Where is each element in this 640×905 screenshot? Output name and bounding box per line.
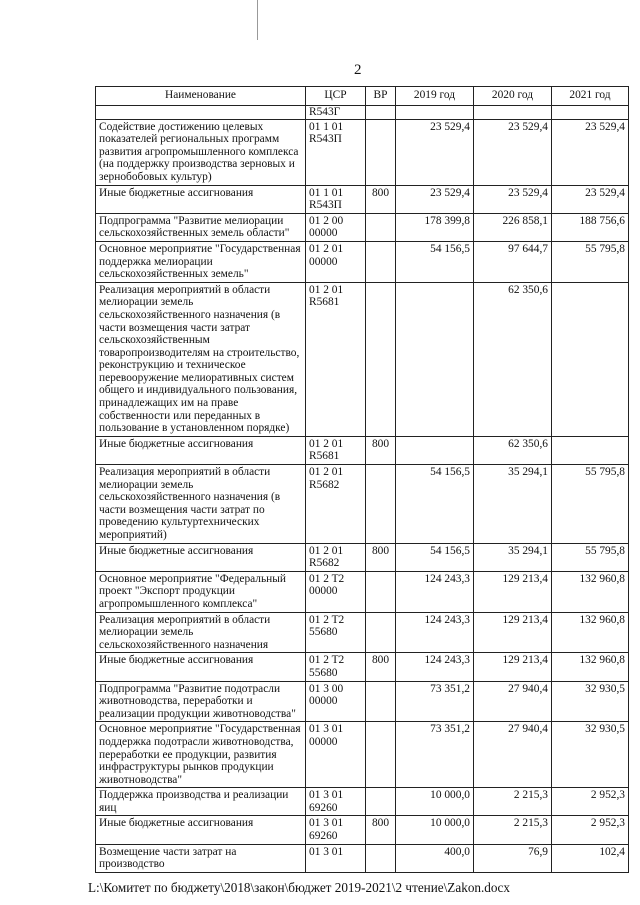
table-row-continuation — [96, 106, 629, 120]
cell-name: Иные бюджетные ассигнования — [96, 436, 306, 464]
cell-2021: 55 795,8 — [552, 465, 629, 544]
cell-vr — [366, 788, 396, 816]
cell-2021: 132 960,8 — [552, 571, 629, 612]
table-row — [96, 653, 629, 681]
cell-2021 — [552, 106, 629, 120]
cell-vr — [366, 106, 396, 120]
column-header-2021: 2021 год — [552, 87, 629, 106]
cell-name: Содействие достижению целевых показателей региональных программ развития агропромышленного комплекса (на поддержку производства зерновых и зернобобовых культур) — [96, 119, 306, 185]
cell-csr: 01 2 01 R5682 — [306, 465, 366, 544]
cell-2021: 2 952,3 — [552, 816, 629, 844]
scan-artifact-line — [257, 0, 258, 40]
column-header-csr: ЦСР — [306, 87, 366, 106]
cell-vr: 800 — [366, 543, 396, 571]
table-row — [96, 722, 629, 788]
column-header-name: Наименование — [96, 87, 306, 106]
cell-2020: 226 858,1 — [474, 213, 552, 241]
cell-2020: 129 213,4 — [474, 653, 552, 681]
cell-vr: 800 — [366, 185, 396, 213]
table-row — [96, 241, 629, 282]
cell-name: Подпрограмма "Развитие подотрасли животноводства, переработки и реализации продукции животноводства" — [96, 681, 306, 722]
cell-vr: 800 — [366, 436, 396, 464]
cell-2020: 97 644,7 — [474, 241, 552, 282]
cell-name: Иные бюджетные ассигнования — [96, 816, 306, 844]
cell-2019 — [396, 106, 474, 120]
cell-name: Основное мероприятие "Государственная поддержка подотрасли животноводства, переработки ее продукции, развития инфраструктуры рынков продукции животноводства" — [96, 722, 306, 788]
cell-2020 — [474, 106, 552, 120]
table-row — [96, 465, 629, 544]
cell-2019: 400,0 — [396, 844, 474, 872]
cell-2021: 32 930,5 — [552, 722, 629, 788]
cell-vr — [366, 612, 396, 653]
cell-2020: 129 213,4 — [474, 571, 552, 612]
cell-2020: 2 215,3 — [474, 788, 552, 816]
cell-name: Иные бюджетные ассигнования — [96, 653, 306, 681]
cell-2020: 23 529,4 — [474, 185, 552, 213]
cell-2019: 10 000,0 — [396, 816, 474, 844]
cell-2020: 129 213,4 — [474, 612, 552, 653]
cell-2020: 35 294,1 — [474, 465, 552, 544]
cell-2019: 124 243,3 — [396, 612, 474, 653]
cell-2019: 73 351,2 — [396, 722, 474, 788]
cell-vr — [366, 213, 396, 241]
table-row — [96, 213, 629, 241]
cell-2019: 54 156,5 — [396, 543, 474, 571]
page-number: 2 — [354, 62, 362, 78]
cell-2021: 102,4 — [552, 844, 629, 872]
cell-2021: 23 529,4 — [552, 119, 629, 185]
cell-2019: 10 000,0 — [396, 788, 474, 816]
table-row — [96, 816, 629, 844]
cell-name: Реализация мероприятий в области мелиорации земель сельскохозяйственного назначения — [96, 612, 306, 653]
cell-name: Реализация мероприятий в области мелиорации земель сельскохозяйственного назначения (в части возмещения части затрат сельскохозяйственным товаропроизводителям на строительство, реконструкцию и техническое перевооружение мелиоративных систем общего и индивидуального пользования, принадлежащих им на праве собственности или переданных в пользование в установленном порядке) — [96, 282, 306, 436]
table-row — [96, 571, 629, 612]
cell-csr: 01 3 01 69260 — [306, 788, 366, 816]
cell-2021: 188 756,6 — [552, 213, 629, 241]
table-row — [96, 612, 629, 653]
table-row — [96, 788, 629, 816]
cell-name: Основное мероприятие "Государственная поддержка мелиорации сельскохозяйственных земель" — [96, 241, 306, 282]
cell-2021: 55 795,8 — [552, 543, 629, 571]
cell-csr: 01 3 00 00000 — [306, 681, 366, 722]
table-row — [96, 119, 629, 185]
cell-csr: 01 2 01 R5682 — [306, 543, 366, 571]
cell-2019: 178 399,8 — [396, 213, 474, 241]
cell-2020: 23 529,4 — [474, 119, 552, 185]
cell-csr: 01 2 00 00000 — [306, 213, 366, 241]
cell-vr — [366, 119, 396, 185]
cell-2021: 132 960,8 — [552, 612, 629, 653]
cell-vr — [366, 241, 396, 282]
cell-2021: 132 960,8 — [552, 653, 629, 681]
cell-2020: 62 350,6 — [474, 436, 552, 464]
cell-2019: 124 243,3 — [396, 653, 474, 681]
column-header-2019: 2019 год — [396, 87, 474, 106]
table-row — [96, 185, 629, 213]
cell-csr: 01 2 T2 55680 — [306, 653, 366, 681]
cell-vr — [366, 282, 396, 436]
cell-2021: 2 952,3 — [552, 788, 629, 816]
cell-2019: 23 529,4 — [396, 185, 474, 213]
cell-vr — [366, 465, 396, 544]
cell-2021: 55 795,8 — [552, 241, 629, 282]
cell-2019: 54 156,5 — [396, 241, 474, 282]
column-header-2020: 2020 год — [474, 87, 552, 106]
table-header-row — [96, 87, 629, 106]
cell-vr — [366, 844, 396, 872]
cell-2021 — [552, 436, 629, 464]
table-row — [96, 844, 629, 872]
cell-2020: 35 294,1 — [474, 543, 552, 571]
budget-table — [95, 86, 629, 873]
cell-2019: 73 351,2 — [396, 681, 474, 722]
cell-csr: R543Г — [306, 106, 366, 120]
table-row — [96, 436, 629, 464]
cell-2020: 2 215,3 — [474, 816, 552, 844]
cell-csr: 01 2 T2 00000 — [306, 571, 366, 612]
cell-csr: 01 1 01 R543П — [306, 119, 366, 185]
cell-csr: 01 2 T2 55680 — [306, 612, 366, 653]
cell-csr: 01 1 01 R543П — [306, 185, 366, 213]
cell-2021: 32 930,5 — [552, 681, 629, 722]
cell-csr: 01 3 01 69260 — [306, 816, 366, 844]
cell-2020: 76,9 — [474, 844, 552, 872]
cell-csr: 01 2 01 R5681 — [306, 436, 366, 464]
table-row — [96, 282, 629, 436]
cell-2019: 23 529,4 — [396, 119, 474, 185]
cell-name: Возмещение части затрат на производство — [96, 844, 306, 872]
cell-csr: 01 2 01 00000 — [306, 241, 366, 282]
cell-2021 — [552, 282, 629, 436]
cell-2019: 54 156,5 — [396, 465, 474, 544]
cell-2020: 27 940,4 — [474, 681, 552, 722]
cell-name: Основное мероприятие "Федеральный проект "Экспорт продукции агропромышленного комплекса" — [96, 571, 306, 612]
cell-2019: 124 243,3 — [396, 571, 474, 612]
cell-name: Реализация мероприятий в области мелиорации земель сельскохозяйственного назначения (в части возмещения части затрат по проведению культуртехнических мероприятий) — [96, 465, 306, 544]
cell-vr — [366, 571, 396, 612]
cell-vr — [366, 681, 396, 722]
cell-vr: 800 — [366, 653, 396, 681]
cell-name — [96, 106, 306, 120]
cell-2021: 23 529,4 — [552, 185, 629, 213]
cell-name: Поддержка производства и реализации яиц — [96, 788, 306, 816]
cell-2019 — [396, 436, 474, 464]
cell-2019 — [396, 282, 474, 436]
cell-name: Подпрограмма "Развитие мелиорации сельскохозяйственных земель области" — [96, 213, 306, 241]
cell-vr — [366, 722, 396, 788]
table-row — [96, 681, 629, 722]
cell-2020: 62 350,6 — [474, 282, 552, 436]
cell-csr: 01 3 01 — [306, 844, 366, 872]
column-header-vr: ВР — [366, 87, 396, 106]
cell-vr: 800 — [366, 816, 396, 844]
cell-csr: 01 3 01 00000 — [306, 722, 366, 788]
footer-file-path: L:\Комитет по бюджету\2018\закон\бюджет 2019-2021\2 чтение\Zakon.docx — [88, 880, 510, 895]
table-row — [96, 543, 629, 571]
cell-2020: 27 940,4 — [474, 722, 552, 788]
cell-name: Иные бюджетные ассигнования — [96, 543, 306, 571]
cell-csr: 01 2 01 R5681 — [306, 282, 366, 436]
cell-name: Иные бюджетные ассигнования — [96, 185, 306, 213]
